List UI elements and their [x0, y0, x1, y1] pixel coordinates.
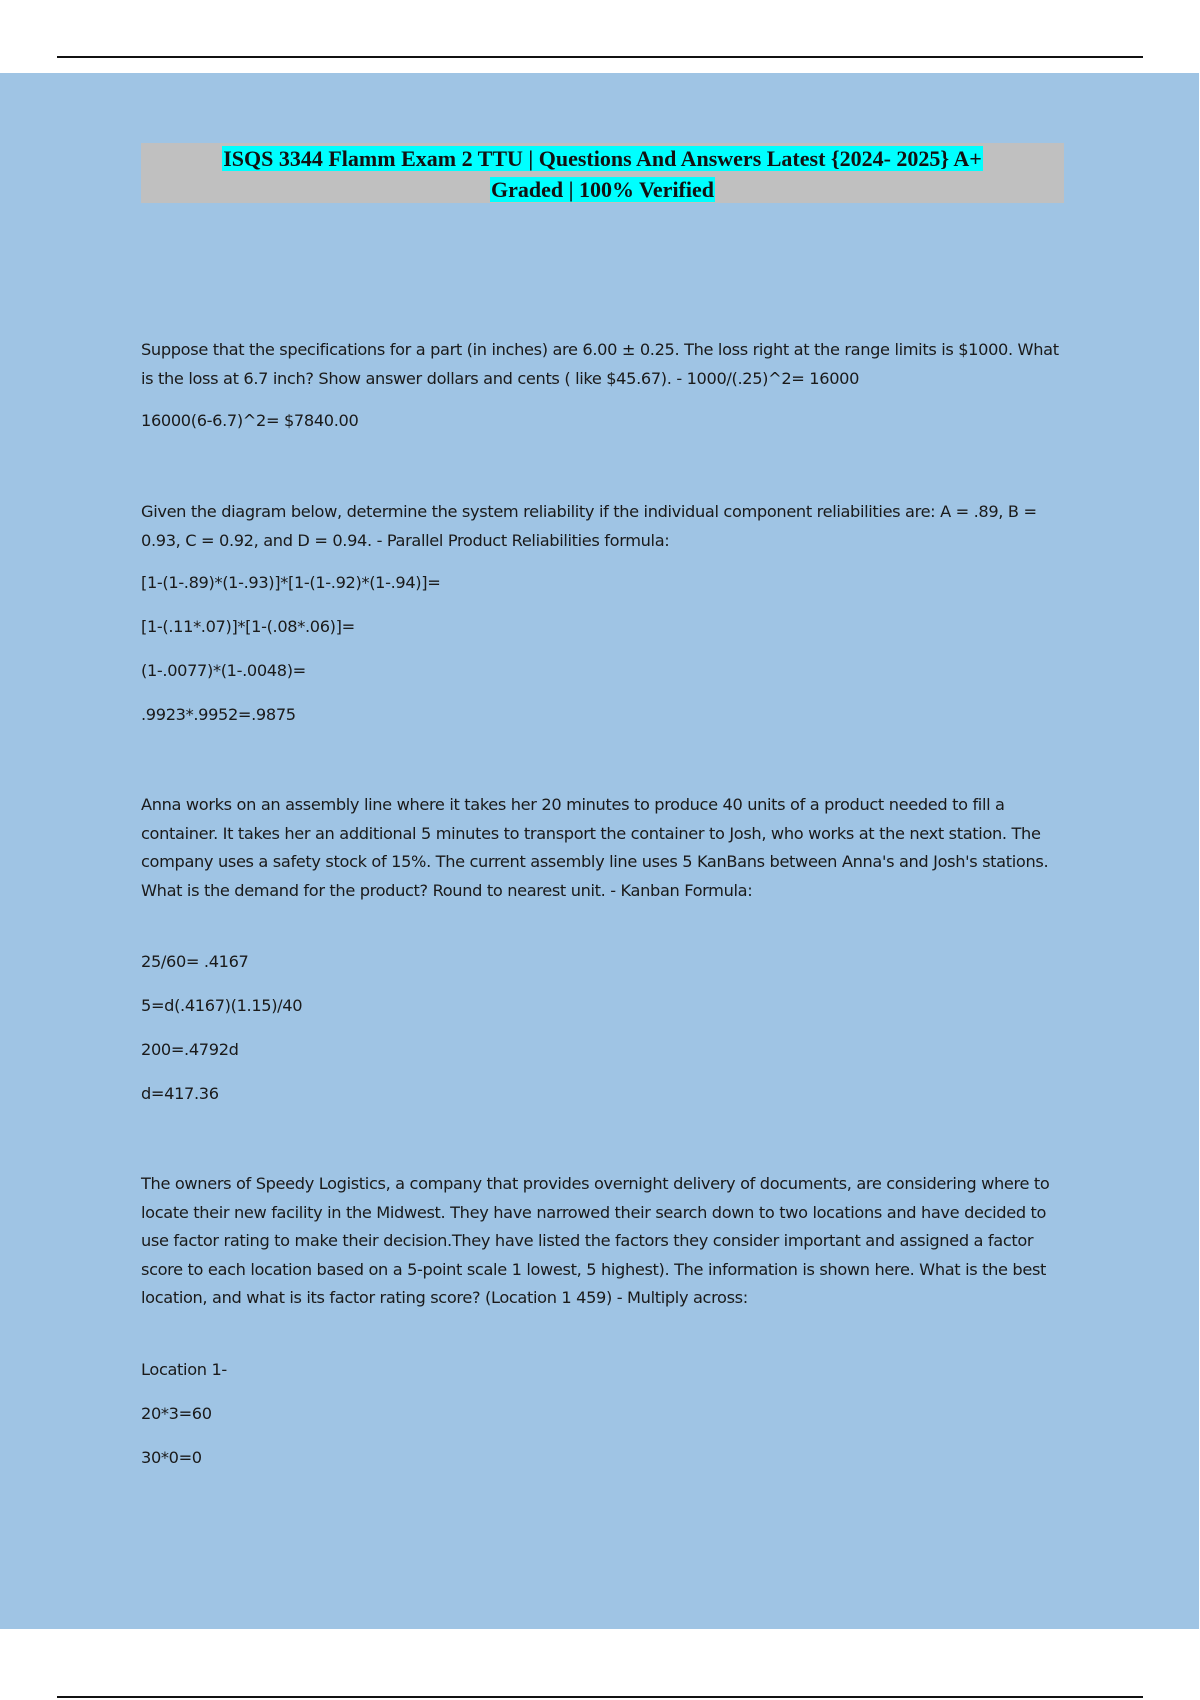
title-line-1: ISQS 3344 Flamm Exam 2 TTU | Questions And Answers Latest {2024- 2025} A+: [223, 146, 982, 171]
question-block-3: [141, 791, 1071, 1103]
answer-step: 25/60= .4167: [141, 952, 249, 971]
question-block-4: [141, 1170, 1071, 1467]
question-text: The owners of Speedy Logistics, a company that provides overnight delivery of documents, are considering where to locate their new facility in the Midwest. They have narrowed their search down to two locations and have decided to use factor rating to make their decision.They have listed the factors they consider important and assigned a factor score to each location based on a 5-point scale 1 lowest, 5 highest). The information is shown here. What is the best location, and what is its factor rating score? (Location 1 459) - Multiply across:: [141, 1174, 1050, 1307]
answer-step: 30*0=0: [141, 1448, 202, 1467]
answer-step: [1-(.11*.07)]*[1-(.08*.06)]=: [141, 617, 355, 636]
question-block-2: [141, 498, 1071, 724]
question-block-1: [141, 336, 1071, 430]
answer-step: 5=d(.4167)(1.15)/40: [141, 996, 303, 1015]
answer-step: 16000(6-6.7)^2= $7840.00: [141, 411, 359, 430]
question-text: Given the diagram below, determine the system reliability if the individual component reliabilities are: A = .89, B = 0.93, C = 0.92, and D = 0.94. - Parallel Product Reliabilities formula:: [141, 502, 1037, 550]
answer-step: (1-.0077)*(1-.0048)=: [141, 661, 306, 680]
answer-step: 20*3=60: [141, 1404, 212, 1423]
question-text: Anna works on an assembly line where it takes her 20 minutes to produce 40 units of a product needed to fill a container. It takes her an additional 5 minutes to transport the container to Josh, who works at the next station. The company uses a safety stock of 15%. The current assembly line uses 5 KanBans between Anna's and Josh's stations. What is the demand for the product? Round to nearest unit. - Kanban Formula:: [141, 795, 1049, 900]
answer-step: d=417.36: [141, 1084, 219, 1103]
answer-step: .9923*.9952=.9875: [141, 705, 296, 724]
answer-step: 200=.4792d: [141, 1040, 239, 1059]
question-text: Suppose that the specifications for a part (in inches) are 6.00 ± 0.25. The loss right at the range limits is $1000. What is the loss at 6.7 inch? Show answer dollars and cents ( like $45.67). - 1000/(.25)^2= 16000: [141, 340, 1059, 388]
document-title: [141, 143, 1064, 203]
footer-rule: [57, 1696, 1143, 1698]
answer-step: Location 1-: [141, 1360, 227, 1379]
header-rule: [57, 56, 1143, 58]
title-line-2: Graded | 100% Verified: [490, 177, 714, 202]
answer-step: [1-(1-.89)*(1-.93)]*[1-(1-.92)*(1-.94)]=: [141, 573, 441, 592]
